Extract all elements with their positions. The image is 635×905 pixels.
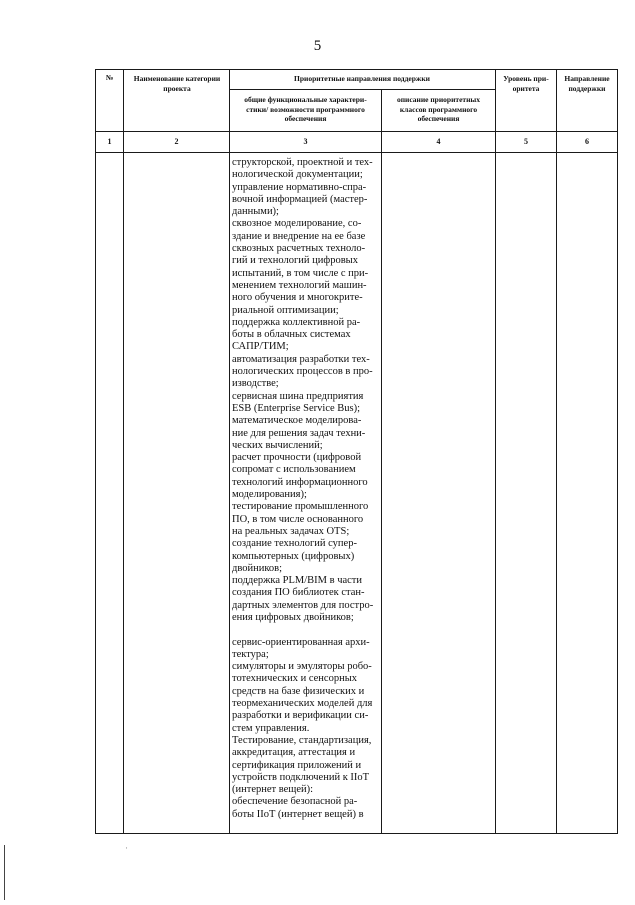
header-functional-characteristics: общие функциональные характери-стики/ возможности программного обеспечения	[244, 95, 367, 123]
functional-characteristics-cell: структорской, проектной и тех- нологической документации; управление нормативно-спра- вочной информацией (мастер- данными); сквозное моделирование, со- здание и внедрение на ее базе сквозных расчетных техноло- гий и технологий цифровых испытаний, в том числе с при- менением технологий машин- ного обучения и многокрите- риальной оптимизации; поддержка коллективной ра- боты в облачных системах САПР/ТИМ; автоматизация разработки тех- нологических процессов в про- изводстве; сервисная шина предприятия ESB (Enterprise Service Bus); математическое моделирова- ние для решения задач техни- ческих вычислений; расчет прочности (цифровой сопромат с использованием технологий информационного моделирования); тестирование промышленного ПО, в том числе основанного на реальных задачах OTS; создание технологий супер- компьютерных (цифровых) двойников; поддержка PLM/BIM в части создания ПО библиотек стан- дартных элементов для постро- ения цифровых двойников; сервис-ориентированная архи- тектура; симуляторы и эмуляторы робо- тотехнических и сенсорных средств на базе физических и теормеханических моделей для разработки и верификации си- стем управления. Тестирование, стандартизация, аккредитация, аттестация и сертификация приложений и устройств подключений к IIoT (интернет вещей): обеспечение безопасной ра- боты IIoT (интернет вещей) в	[232, 157, 374, 820]
header-priority-level: Уровень при-оритета	[503, 74, 549, 93]
col-border-5-6	[556, 69, 557, 834]
column-number: 6	[585, 137, 589, 146]
table-top-border	[95, 69, 618, 70]
header-priority-directions: Приоритетные направления поддержки	[294, 74, 430, 83]
page-number: 5	[313, 38, 322, 54]
col-border-2-3	[229, 69, 230, 834]
col-border-1-2	[123, 69, 124, 834]
col-border-right	[617, 69, 618, 834]
header-software-classes: описание приоритетных классов программного обеспечения	[396, 95, 481, 123]
header-support-direction: Направление поддержки	[564, 74, 610, 93]
header-bottom-border	[95, 131, 618, 132]
header-project-category: Наименование категории проекта	[133, 74, 221, 93]
column-number: 5	[524, 137, 528, 146]
column-number: 3	[303, 137, 308, 146]
table-bottom-border	[95, 833, 618, 834]
col-border-left	[95, 69, 96, 834]
column-number: 1	[107, 137, 112, 146]
column-number: 4	[436, 137, 441, 146]
column-numbers-bottom-border	[95, 152, 618, 153]
col-border-4-5	[495, 69, 496, 834]
subheader-divider	[229, 89, 495, 90]
column-number: 2	[174, 137, 179, 146]
scan-edge-mark	[4, 845, 5, 900]
scan-speck: ·	[125, 843, 128, 853]
header-number: №	[105, 73, 114, 82]
